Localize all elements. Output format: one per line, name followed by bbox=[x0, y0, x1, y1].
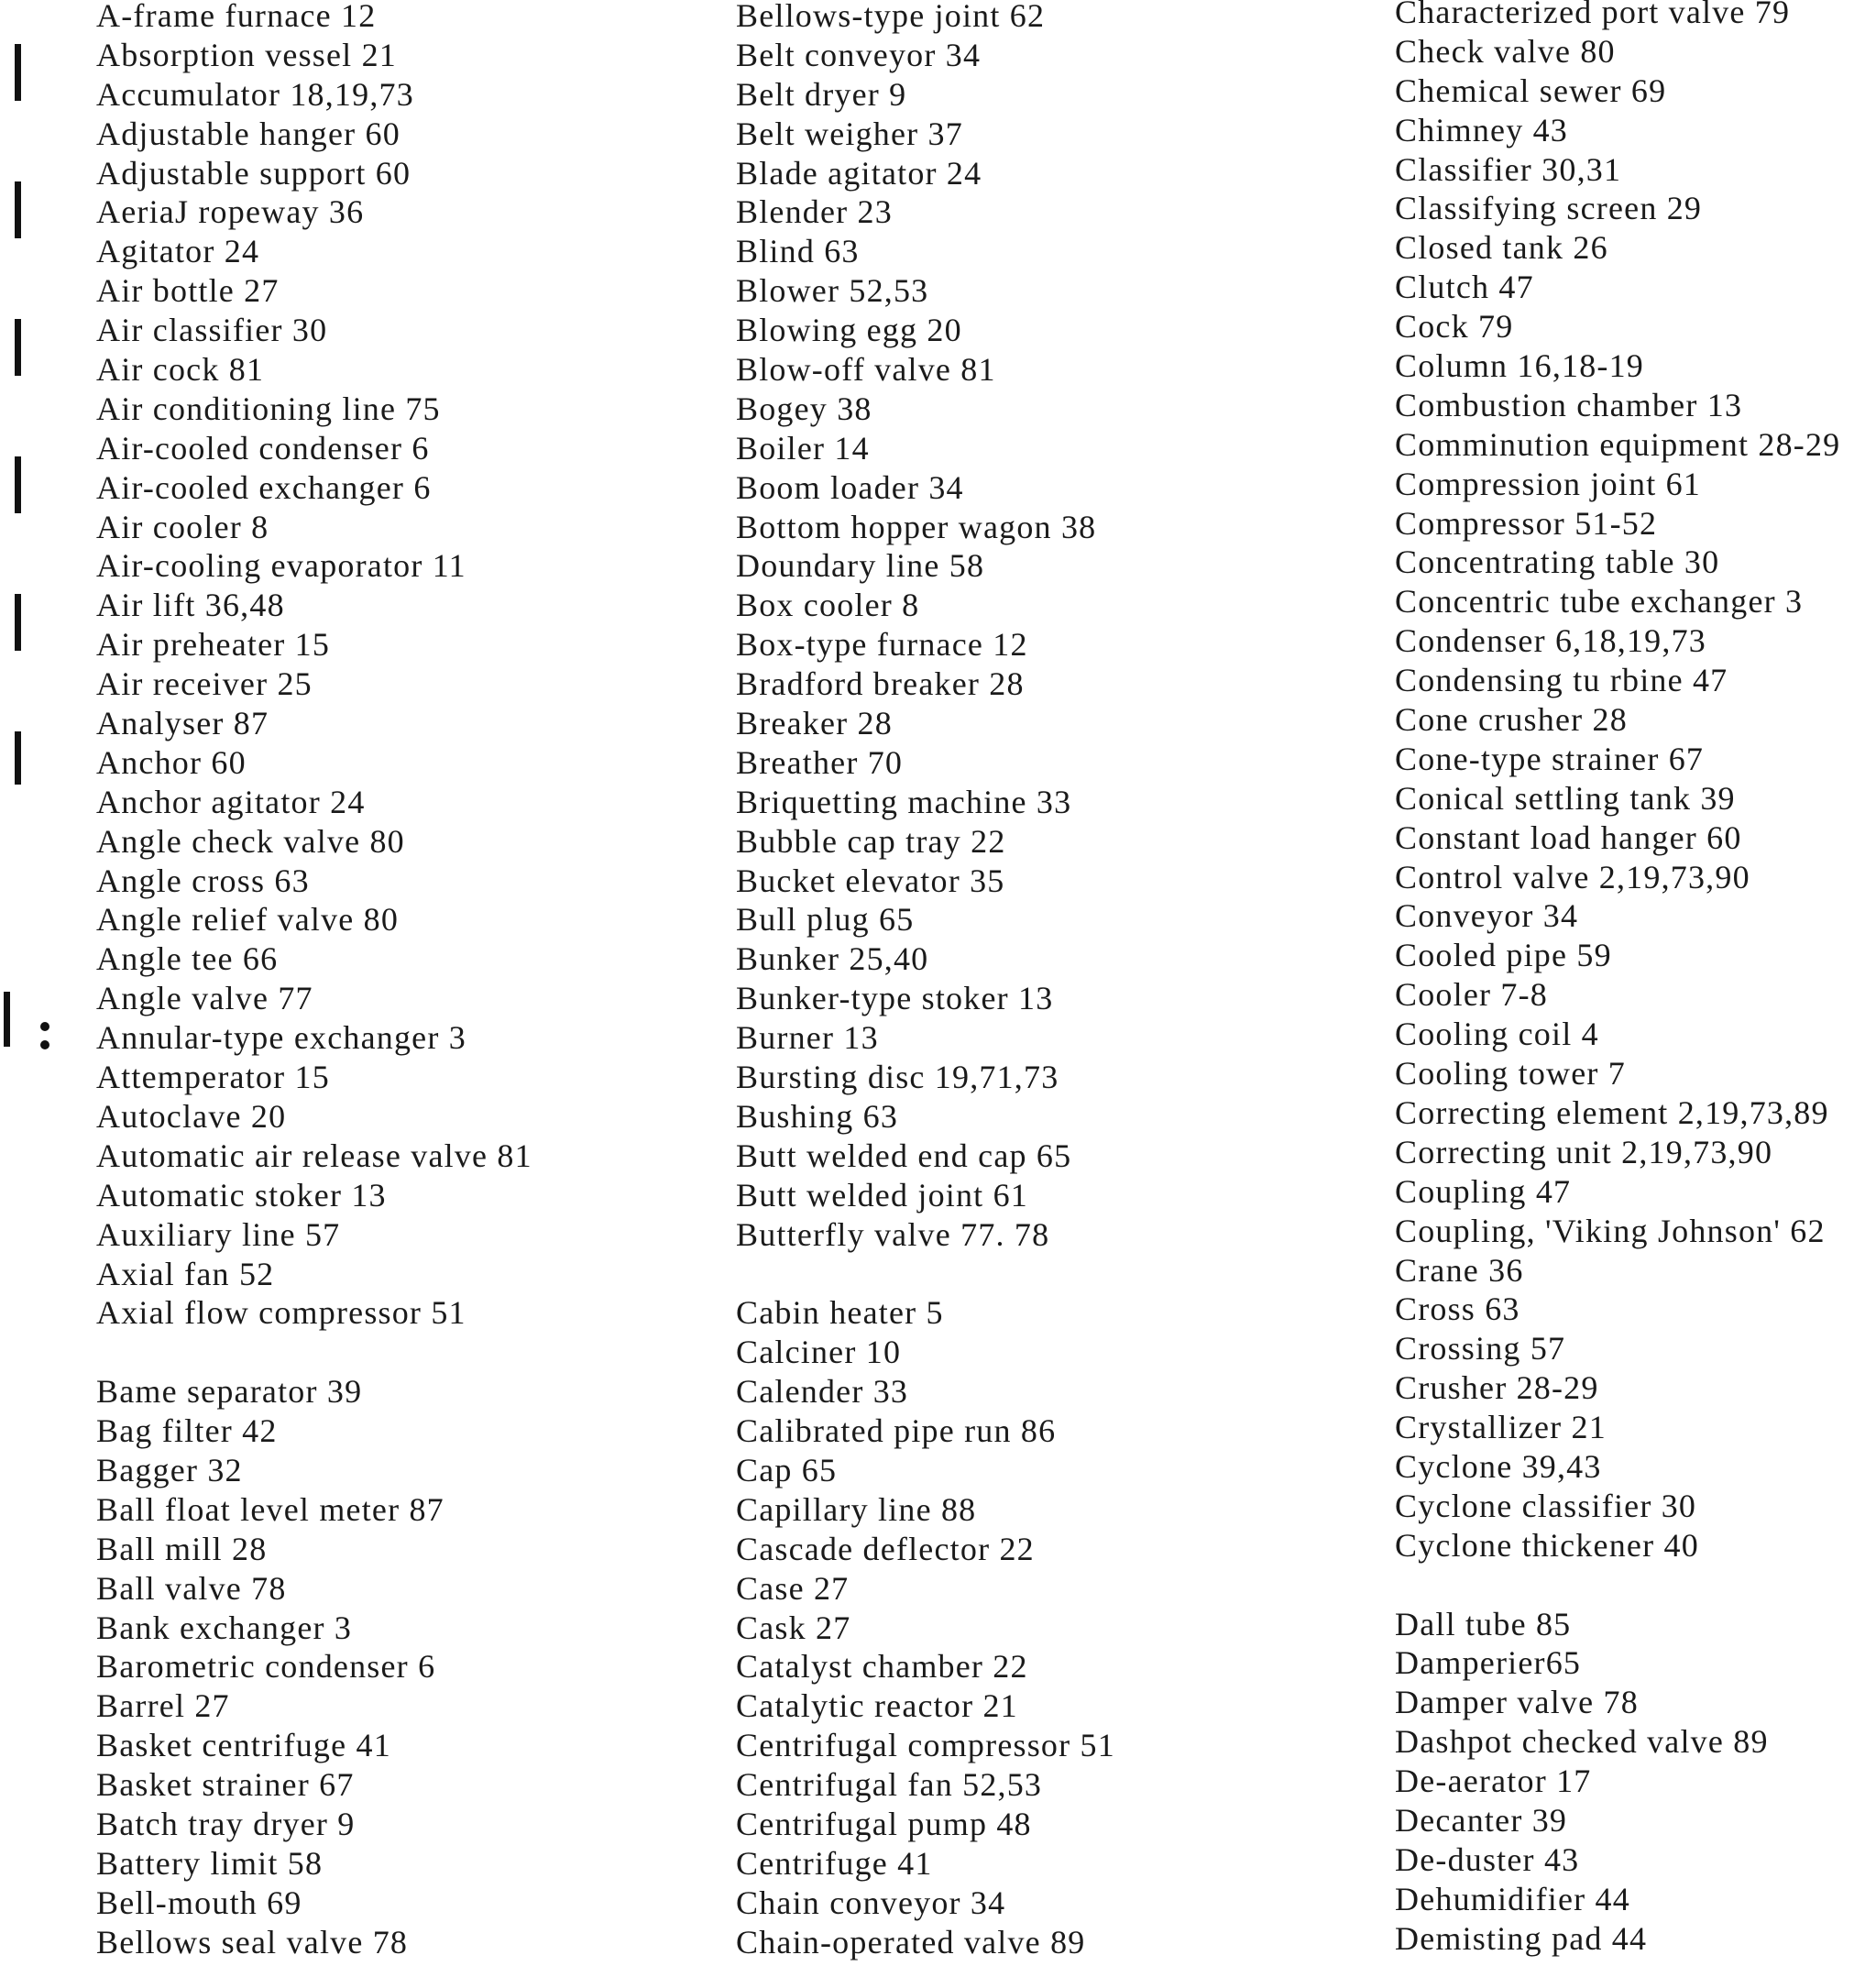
index-entry: Blind 63 bbox=[736, 233, 860, 270]
index-entry: Anchor agitator 24 bbox=[96, 783, 366, 820]
index-entry: Correcting element 2,19,73,89 bbox=[1395, 1093, 1829, 1131]
index-entry: Doundary line 58 bbox=[736, 547, 985, 585]
index-entry: Control valve 2,19,73,90 bbox=[1395, 858, 1750, 895]
index-entry: Air preheater 15 bbox=[96, 626, 331, 664]
index-entry: Compression joint 61 bbox=[1395, 465, 1702, 502]
index-entry: Bucket elevator 35 bbox=[736, 862, 1005, 899]
index-entry: Box-type furnace 12 bbox=[736, 626, 1028, 664]
index-entry: Classifying screen 29 bbox=[1395, 190, 1703, 227]
index-entry: Crusher 28-29 bbox=[1395, 1369, 1599, 1407]
index-entry: Air classifier 30 bbox=[96, 312, 328, 349]
index-entry: Briquetting machine 33 bbox=[736, 783, 1072, 820]
index-entry: Calender 33 bbox=[736, 1373, 909, 1411]
index-entry: Air receiver 25 bbox=[96, 665, 313, 703]
index-entry: Adjustable support 60 bbox=[96, 154, 411, 192]
index-entry: Butt welded end cap 65 bbox=[736, 1137, 1072, 1174]
index-entry: Closed tank 26 bbox=[1395, 229, 1608, 267]
index-column-2 bbox=[736, 0, 1115, 1962]
index-entry: Barometric condenser 6 bbox=[96, 1648, 436, 1686]
index-entry: Cone-type strainer 67 bbox=[1395, 740, 1705, 777]
margin-mark bbox=[15, 319, 21, 376]
index-entry: Combustion chamber 13 bbox=[1395, 386, 1743, 423]
index-entry: Bellows seal valve 78 bbox=[96, 1923, 409, 1961]
index-entry: Butterfly valve 77. 78 bbox=[736, 1215, 1050, 1253]
index-entry: Cooling tower 7 bbox=[1395, 1055, 1626, 1093]
index-entry: Dall tube 85 bbox=[1395, 1605, 1572, 1642]
index-entry: Chimney 43 bbox=[1395, 111, 1568, 148]
index-entry: Air cock 81 bbox=[96, 351, 265, 389]
index-entry: Cock 79 bbox=[1395, 308, 1514, 346]
index-entry: Cyclone thickener 40 bbox=[1395, 1526, 1699, 1564]
index-entry: Angle check valve 80 bbox=[96, 822, 405, 860]
index-entry: Bame separator 39 bbox=[96, 1373, 363, 1411]
index-entry: Calibrated pipe run 86 bbox=[736, 1412, 1057, 1450]
index-entry: Catalyst chamber 22 bbox=[736, 1648, 1028, 1686]
index-entry: Boiler 14 bbox=[736, 429, 870, 467]
index-entry: Accumulator 18,19,73 bbox=[96, 75, 414, 113]
index-entry: Anchor 60 bbox=[96, 743, 247, 781]
index-entry: Conical settling tank 39 bbox=[1395, 779, 1736, 817]
index-entry: Angle valve 77 bbox=[96, 980, 313, 1017]
index-entry: Air-cooling evaporator 11 bbox=[96, 547, 466, 585]
index-entry: Chain-operated valve 89 bbox=[736, 1923, 1086, 1961]
index-entry: Ball mill 28 bbox=[96, 1530, 268, 1567]
index-entry: Dashpot checked valve 89 bbox=[1395, 1723, 1769, 1761]
index-entry: Centrifugal pump 48 bbox=[736, 1805, 1032, 1842]
index-entry: Battery limit 58 bbox=[96, 1844, 324, 1882]
index-entry: Constant load hanger 60 bbox=[1395, 818, 1742, 856]
index-entry: Cask 27 bbox=[736, 1609, 851, 1646]
index-entry: Bubble cap tray 22 bbox=[736, 822, 1006, 860]
index-entry: Box cooler 8 bbox=[736, 587, 920, 624]
index-entry: Adjustable hanger 60 bbox=[96, 115, 400, 152]
index-entry: Bunker 25,40 bbox=[736, 940, 929, 978]
index-entry: Belt dryer 9 bbox=[736, 75, 907, 113]
index-entry: Bag filter 42 bbox=[96, 1412, 278, 1450]
index-entry: Autoclave 20 bbox=[96, 1097, 287, 1135]
index-entry: Blowing egg 20 bbox=[736, 312, 962, 349]
index-entry: Cone crusher 28 bbox=[1395, 701, 1628, 739]
index-entry: Column 16,18-19 bbox=[1395, 347, 1645, 385]
index-entry: Comminution equipment 28-29 bbox=[1395, 425, 1841, 463]
index-entry: Butt welded joint 61 bbox=[736, 1176, 1028, 1214]
index-entry: Coupling, 'Viking Johnson' 62 bbox=[1395, 1212, 1826, 1249]
index-entry: Angle tee 66 bbox=[96, 940, 279, 978]
index-entry: Cyclone classifier 30 bbox=[1395, 1487, 1697, 1524]
margin-mark bbox=[15, 44, 21, 101]
index-entry: Conveyor 34 bbox=[1395, 897, 1579, 935]
margin-mark bbox=[15, 456, 21, 513]
index-entry: A-frame furnace 12 bbox=[96, 0, 377, 34]
index-entry: Characterized port valve 79 bbox=[1395, 0, 1791, 30]
index-entry: Crystallizer 21 bbox=[1395, 1409, 1607, 1446]
index-entry: De-duster 43 bbox=[1395, 1840, 1580, 1878]
index-entry: Bradford breaker 28 bbox=[736, 665, 1025, 703]
index-entry: Batch tray dryer 9 bbox=[96, 1805, 356, 1842]
index-entry: Air conditioning line 75 bbox=[96, 390, 441, 427]
index-entry: Dehumidifier 44 bbox=[1395, 1880, 1630, 1917]
index-entry: Axial flow compressor 51 bbox=[96, 1294, 466, 1332]
index-entry: Chemical sewer 69 bbox=[1395, 71, 1667, 109]
index-entry: Breather 70 bbox=[736, 743, 904, 781]
index-entry: Calciner 10 bbox=[736, 1334, 902, 1371]
margin-mark bbox=[40, 1022, 49, 1031]
index-entry: Belt weigher 37 bbox=[736, 115, 963, 152]
index-entry: Basket strainer 67 bbox=[96, 1766, 355, 1804]
index-entry: Bunker-type stoker 13 bbox=[736, 980, 1054, 1017]
index-entry: Air cooler 8 bbox=[96, 508, 269, 545]
index-entry: Crossing 57 bbox=[1395, 1330, 1566, 1367]
index-entry: Analyser 87 bbox=[96, 705, 269, 742]
index-entry: Bull plug 65 bbox=[736, 901, 915, 939]
index-entry: Crane 36 bbox=[1395, 1251, 1524, 1289]
index-entry: Air lift 36,48 bbox=[96, 587, 285, 624]
index-entry: Cyclone 39,43 bbox=[1395, 1447, 1602, 1485]
index-entry: Classifier 30,31 bbox=[1395, 150, 1622, 188]
group-gap bbox=[736, 1255, 1115, 1294]
index-entry: Blender 23 bbox=[736, 193, 893, 231]
index-entry: Air bottle 27 bbox=[96, 272, 280, 310]
index-entry: Case 27 bbox=[736, 1569, 850, 1607]
index-entry: Automatic air release valve 81 bbox=[96, 1137, 532, 1174]
index-entry: Annular-type exchanger 3 bbox=[96, 1019, 466, 1057]
margin-mark bbox=[40, 1040, 49, 1049]
margin-mark bbox=[15, 594, 21, 651]
index-entry: Basket centrifuge 41 bbox=[96, 1727, 391, 1764]
index-entry: Cooling coil 4 bbox=[1395, 1016, 1599, 1053]
index-entry: Cascade deflector 22 bbox=[736, 1530, 1035, 1567]
index-entry: Concentric tube exchanger 3 bbox=[1395, 583, 1804, 621]
index-entry: Barrel 27 bbox=[96, 1687, 230, 1725]
index-entry: Condensing tu rbine 47 bbox=[1395, 662, 1728, 699]
index-entry: Coupling 47 bbox=[1395, 1172, 1572, 1210]
index-entry: Axial fan 52 bbox=[96, 1255, 275, 1292]
index-entry: Check valve 80 bbox=[1395, 32, 1616, 70]
index-entry: Breaker 28 bbox=[736, 705, 893, 742]
index-entry: Angle relief valve 80 bbox=[96, 901, 400, 939]
index-entry: Air-cooled exchanger 6 bbox=[96, 468, 432, 506]
index-entry: Blower 52,53 bbox=[736, 272, 929, 310]
index-entry: Auxiliary line 57 bbox=[96, 1215, 341, 1253]
index-entry: Bottom hopper wagon 38 bbox=[736, 508, 1097, 545]
index-entry: Damperier65 bbox=[1395, 1644, 1582, 1682]
index-entry: Bogey 38 bbox=[736, 390, 872, 427]
index-entry: Blade agitator 24 bbox=[736, 154, 982, 192]
index-column-3 bbox=[1395, 0, 1840, 1959]
margin-mark bbox=[15, 731, 21, 785]
index-entry: Bank exchanger 3 bbox=[96, 1609, 353, 1646]
index-entry: Ball valve 78 bbox=[96, 1569, 287, 1607]
index-entry: Angle cross 63 bbox=[96, 862, 310, 899]
index-entry: Catalytic reactor 21 bbox=[736, 1687, 1018, 1725]
index-column-1 bbox=[96, 0, 532, 1962]
index-entry: Capillary line 88 bbox=[736, 1490, 977, 1528]
index-entry: Concentrating table 30 bbox=[1395, 544, 1720, 581]
index-entry: Belt conveyor 34 bbox=[736, 36, 982, 73]
index-entry: Blow-off valve 81 bbox=[736, 351, 996, 389]
index-entry: Compressor 51-52 bbox=[1395, 504, 1658, 542]
index-entry: Cap 65 bbox=[736, 1451, 838, 1488]
index-entry: Clutch 47 bbox=[1395, 269, 1534, 306]
margin-mark bbox=[4, 992, 10, 1047]
index-entry: Decanter 39 bbox=[1395, 1801, 1568, 1839]
group-gap bbox=[96, 1333, 532, 1372]
group-gap bbox=[1395, 1565, 1840, 1605]
index-entry: Centrifugal fan 52,53 bbox=[736, 1766, 1043, 1804]
index-entry: Agitator 24 bbox=[96, 233, 260, 270]
index-entry: Bellows-type joint 62 bbox=[736, 0, 1046, 34]
index-entry: AeriaJ ropeway 36 bbox=[96, 193, 365, 231]
index-entry: Automatic stoker 13 bbox=[96, 1176, 387, 1214]
index-entry: Air-cooled condenser 6 bbox=[96, 429, 430, 467]
index-entry: Condenser 6,18,19,73 bbox=[1395, 622, 1706, 660]
index-entry: Bursting disc 19,71,73 bbox=[736, 1059, 1059, 1096]
margin-mark bbox=[15, 181, 21, 238]
index-entry: Ball float level meter 87 bbox=[96, 1490, 444, 1528]
index-entry: Bell-mouth 69 bbox=[96, 1884, 302, 1921]
index-entry: Bushing 63 bbox=[736, 1097, 899, 1135]
index-entry: Cooled pipe 59 bbox=[1395, 937, 1612, 974]
index-entry: Cooler 7-8 bbox=[1395, 976, 1548, 1014]
index-entry: Demisting pad 44 bbox=[1395, 1919, 1648, 1957]
index-entry: Attemperator 15 bbox=[96, 1059, 330, 1096]
index-entry: Bagger 32 bbox=[96, 1451, 243, 1488]
index-entry: Correcting unit 2,19,73,90 bbox=[1395, 1133, 1773, 1170]
index-entry: Boom loader 34 bbox=[736, 468, 964, 506]
index-entry: Cabin heater 5 bbox=[736, 1294, 944, 1332]
index-entry: Burner 13 bbox=[736, 1019, 879, 1057]
index-entry: De-aerator 17 bbox=[1395, 1763, 1592, 1800]
index-entry: Chain conveyor 34 bbox=[736, 1884, 1006, 1921]
index-entry: Damper valve 78 bbox=[1395, 1684, 1639, 1721]
index-entry: Absorption vessel 21 bbox=[96, 36, 397, 73]
index-entry: Centrifugal compressor 51 bbox=[736, 1727, 1115, 1764]
index-entry: Cross 63 bbox=[1395, 1291, 1520, 1328]
index-entry: Centrifuge 41 bbox=[736, 1844, 933, 1882]
